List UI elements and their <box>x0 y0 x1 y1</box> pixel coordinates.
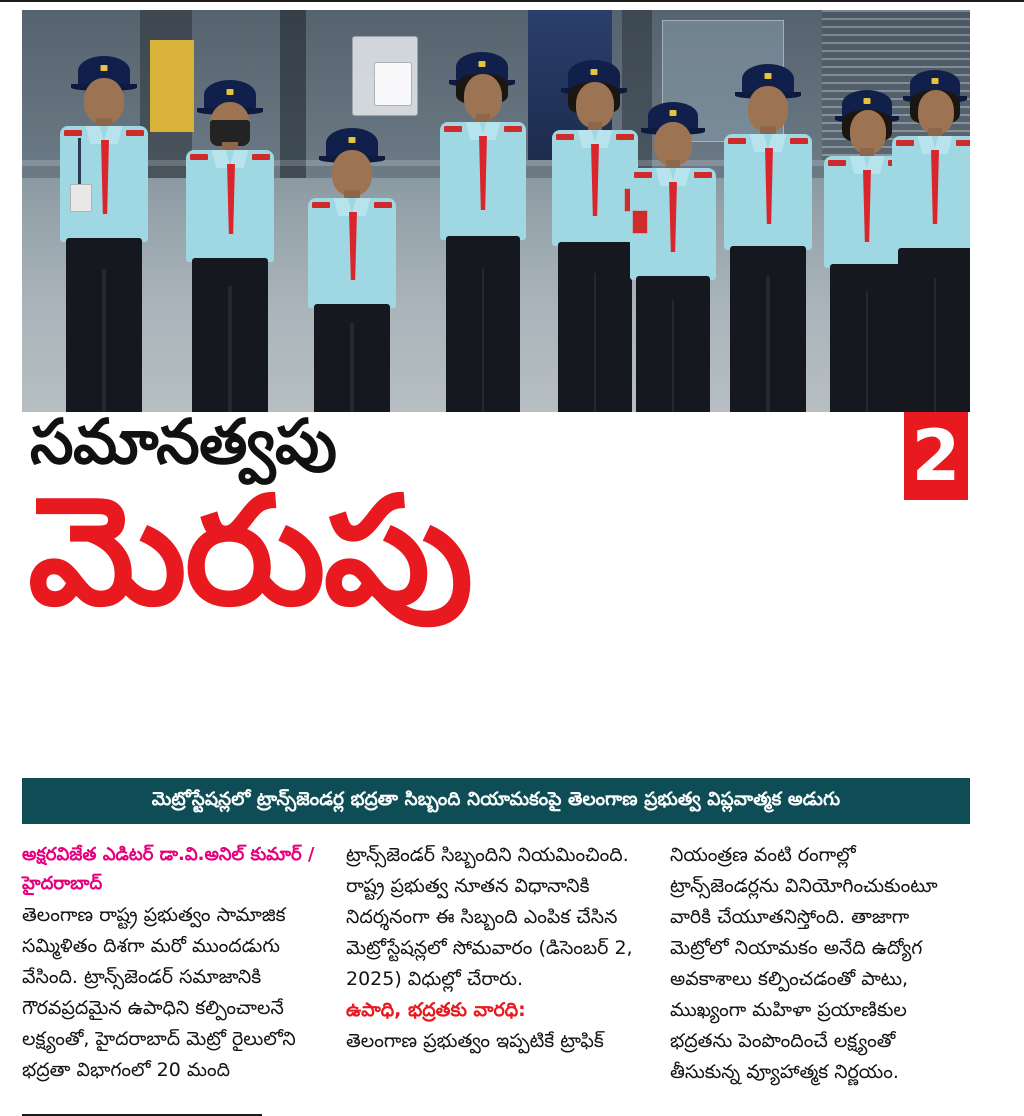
security-staff-4 <box>426 46 538 412</box>
article-column-3-text: నియంత్రణ వంటి రంగాల్లో ట్రాన్స్‌జెండర్లను వినియోగించుకుంటూ వారికి చేయూతనిస్తోంది. తాజాగా మెట్రోలో నియామకం అనేది ఉద్యోగ అవకాశాలు కల్పించడంతో పాటు, ముఖ్యంగా మహిళా ప్రయాణికుల భద్రతను పెంపొందించే లక్ష్యంతో తీసుకున్న వ్యూహాత్మక నిర్ణయం. <box>670 844 938 1083</box>
article-column-2-paragraph-1: ట్రాన్స్‌జెండర్ సిబ్బందిని నియమించింది. రాష్ట్ర ప్రభుత్వ నూతన విధానానికి నిదర్శనంగా ఈ సిబ్బంది ఎంపిక చేసిన మెట్రోస్టేషన్లలో సోమవారం (డిసెంబర్ 2, 2025) విధుల్లో చేరారు. <box>346 844 633 990</box>
security-staff-9 <box>888 48 970 412</box>
epaulette-left <box>64 130 82 136</box>
article-column-1 <box>22 840 322 1112</box>
article-subheading: ఉపాధి, భద్రతకు వారధి: <box>346 999 526 1021</box>
article-column-3 <box>670 840 970 1112</box>
security-staff-7 <box>712 46 824 412</box>
id-badge <box>70 184 92 212</box>
epaulette-right <box>252 154 270 160</box>
article-column-1-text: తెలంగాణ రాష్ట్ర ప్రభుత్వం సామాజిక సమ్మిళితం దిశగా మరో ముందడుగు వేసింది. ట్రాన్స్‌జెండర్ సమాజానికి గౌరవప్రదమైన ఉపాధిని కల్పించాలనే లక్ష్యంతో, హైదరాబాద్ మెట్రో రైలులోని భద్రతా విభాగంలో 20 మంది <box>22 904 296 1081</box>
epaulette-left <box>828 160 846 166</box>
security-staff-1 <box>48 52 160 412</box>
top-rule <box>0 0 1024 3</box>
trousers <box>192 258 268 412</box>
id-badge <box>632 210 648 234</box>
security-staff-2 <box>172 58 284 412</box>
security-staff-3 <box>296 72 408 412</box>
article-body <box>22 840 970 1112</box>
epaulette-right <box>374 202 392 208</box>
trousers <box>314 304 390 412</box>
article-column-2 <box>346 840 646 1112</box>
trousers <box>66 238 142 412</box>
page-number-badge: 2 <box>904 412 968 500</box>
photo-panel-line-1 <box>374 68 404 71</box>
trousers <box>898 248 970 412</box>
epaulette-left <box>556 134 574 140</box>
headline-line-1: సమానత్వపు <box>30 405 337 478</box>
lanyard <box>78 138 81 190</box>
news-photo <box>22 10 970 412</box>
epaulette-left <box>312 202 330 208</box>
headline-line-2: మెరుపు <box>28 465 472 639</box>
headline-block <box>22 404 970 640</box>
epaulette-left <box>444 126 462 132</box>
epaulette-right <box>694 172 712 178</box>
epaulette-right <box>956 140 970 146</box>
trousers <box>730 246 806 412</box>
subheadline-text: మెట్రోస్టేషన్లలో ట్రాన్స్‌జెండర్ల భద్రతా సిబ్బంది నియామకంపై తెలంగాణ ప్రభుత్వ విప్లవాత్మక అడుగు <box>151 788 841 810</box>
article-column-2-paragraph-2: తెలంగాణ ప్రభుత్వం ఇప్పటికే ట్రాఫిక్ <box>346 1030 604 1052</box>
epaulette-right <box>126 130 144 136</box>
epaulette-right <box>504 126 522 132</box>
article-byline: అక్షరవిజేత ఎడిటర్ డా.వి.అనిల్ కుమార్ / హైదరాబాద్ <box>22 844 315 894</box>
trousers <box>636 276 710 412</box>
epaulette-left <box>190 154 208 160</box>
epaulette-right <box>790 138 808 144</box>
subheadline-banner <box>22 778 970 824</box>
epaulette-left <box>634 172 652 178</box>
epaulette-left <box>728 138 746 144</box>
epaulette-left <box>896 140 914 146</box>
trousers <box>446 236 520 412</box>
